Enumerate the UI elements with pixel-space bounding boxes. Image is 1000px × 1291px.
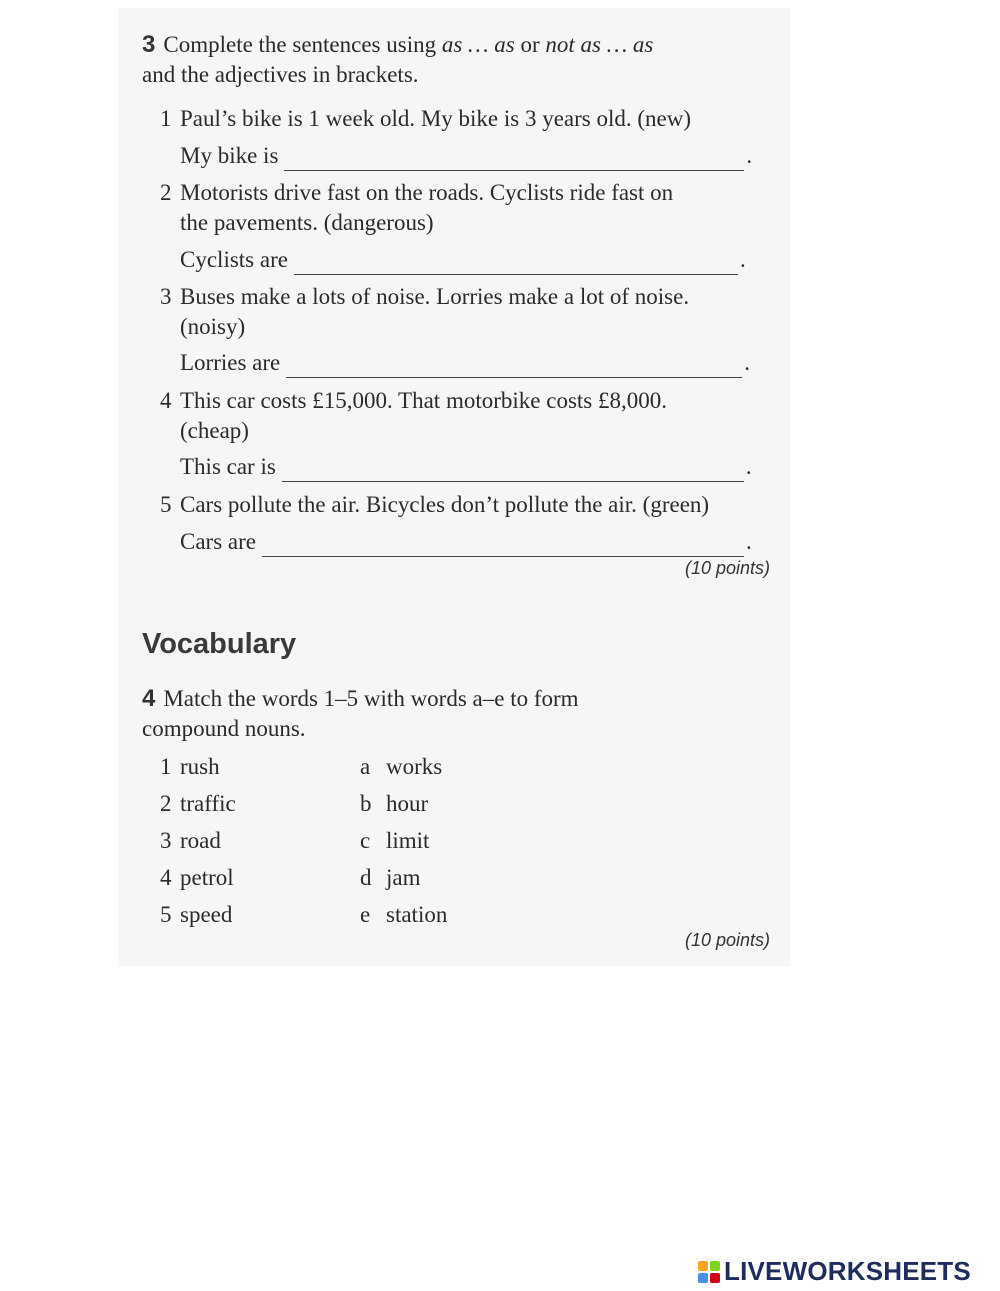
match-right-word: limit [386, 828, 430, 853]
exercise-3-answer-4 [180, 452, 752, 482]
exercise-3-item-5 [160, 490, 780, 520]
answer-blank-2[interactable] [294, 254, 738, 275]
exercise-3-points: (10 points) [684, 558, 770, 578]
exercise-3-instruction-line2: and the adjectives in brackets. [142, 62, 419, 87]
match-right-word: station [386, 902, 448, 927]
match-right-letter: c [360, 828, 371, 853]
item-number: 3 [160, 284, 172, 309]
match-right-word: jam [386, 865, 421, 890]
item-number: 2 [160, 180, 172, 205]
answer-period: . [744, 350, 750, 375]
item-text: Motorists drive fast on the roads. Cyclists ride fast on [180, 180, 674, 205]
item-number: 4 [160, 388, 172, 413]
exercise-3-answer-5 [180, 527, 752, 557]
exercise-4-instruction [142, 684, 579, 714]
match-row-1 [160, 752, 442, 782]
match-right-letter: e [360, 902, 371, 927]
exercise-4-points: (10 points) [684, 930, 770, 950]
answer-prefix: Lorries are [180, 350, 281, 375]
exercise-3-number: 3 [142, 31, 156, 58]
item-number: 1 [160, 106, 172, 131]
exercise-3-answer-2 [180, 245, 746, 275]
exercise-3-item-1 [160, 104, 780, 134]
exercise-4-instruction-line1: Match the words 1–5 with words a–e to form [163, 686, 579, 711]
logo-text: LIVEWORKSHEETS [724, 1256, 971, 1286]
item-text: This car costs £15,000. That motorbike costs £8,000. [180, 388, 667, 413]
match-right-letter: b [360, 791, 372, 816]
match-right-letter: a [360, 754, 371, 779]
answer-prefix: My bike is [180, 143, 279, 168]
match-row-2 [160, 789, 428, 819]
logo-square-3 [698, 1273, 708, 1283]
match-left-number: 4 [160, 865, 172, 890]
exercise-3-item-2 [160, 178, 780, 208]
match-left-number: 3 [160, 828, 172, 853]
match-left-word: rush [180, 754, 220, 779]
exercise-3-answer-3 [180, 348, 750, 378]
exercise-3-item-2-line2 [160, 208, 780, 238]
match-left-word: road [180, 828, 221, 853]
exercise-3-instruction-line1: Complete the sentences using as … as or not as … as [163, 32, 654, 57]
exercise-3-item-4 [160, 386, 780, 416]
answer-period: . [746, 143, 753, 168]
item-number: 5 [160, 492, 172, 517]
answer-prefix: This car is [180, 454, 276, 479]
exercise-3-answer-1 [180, 141, 752, 171]
liveworksheets-logo[interactable] [698, 1256, 971, 1287]
vocabulary-heading: Vocabulary [142, 628, 297, 660]
match-row-3 [160, 826, 429, 856]
item-text: Cars pollute the air. Bicycles don’t pollute the air. (green) [180, 492, 710, 517]
match-right-letter: d [360, 865, 372, 890]
match-right-word: works [386, 754, 443, 779]
answer-blank-4[interactable] [282, 461, 744, 482]
item-text: (noisy) [180, 314, 246, 339]
match-left-number: 2 [160, 791, 172, 816]
exercise-3-instruction [142, 30, 653, 60]
match-row-4 [160, 863, 421, 893]
match-row-5 [160, 900, 447, 930]
logo-grid-icon [698, 1261, 720, 1283]
item-text: (cheap) [180, 418, 249, 443]
exercise-3-item-3-line2 [160, 312, 780, 342]
logo-square-1 [698, 1261, 708, 1271]
logo-square-2 [710, 1261, 720, 1271]
exercise-4-number: 4 [142, 685, 156, 712]
item-text: Paul’s bike is 1 week old. My bike is 3 years old. (new) [180, 106, 692, 131]
answer-period: . [745, 454, 752, 479]
answer-blank-5[interactable] [262, 536, 744, 557]
answer-prefix: Cars are [180, 529, 256, 554]
answer-blank-3[interactable] [286, 357, 742, 378]
logo-square-4 [710, 1273, 720, 1283]
exercise-3-item-4-line2 [160, 416, 780, 446]
match-left-number: 1 [160, 754, 172, 779]
exercise-3-item-3 [160, 282, 780, 312]
match-left-word: speed [180, 902, 233, 927]
answer-period: . [746, 529, 752, 554]
answer-blank-1[interactable] [284, 150, 744, 171]
match-left-word: traffic [180, 791, 236, 816]
exercise-4-instruction-line2: compound nouns. [142, 716, 306, 741]
match-right-word: hour [386, 791, 429, 816]
answer-period: . [739, 247, 746, 272]
item-text: the pavements. (dangerous) [180, 210, 434, 235]
item-text: Buses make a lots of noise. Lorries make a lot of noise. [180, 284, 690, 309]
answer-prefix: Cyclists are [180, 247, 288, 272]
match-left-word: petrol [180, 865, 234, 890]
match-left-number: 5 [160, 902, 172, 927]
